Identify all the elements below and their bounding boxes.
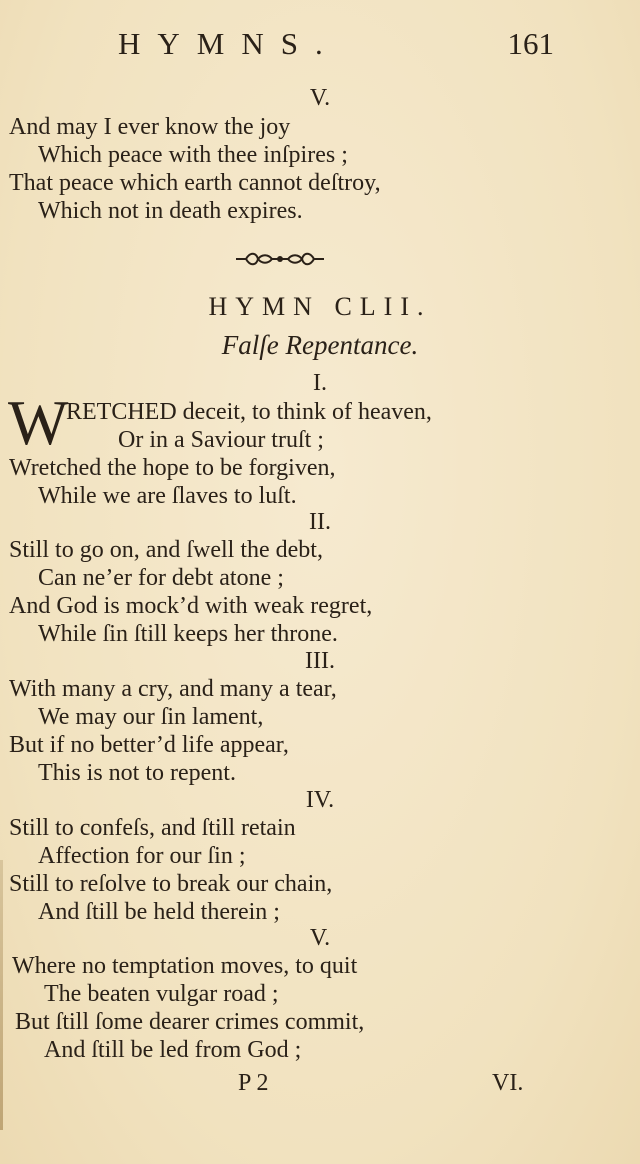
verse-line: Can ne’er for debt atone ;: [38, 565, 284, 591]
verse-line: And may I ever know the joy: [9, 114, 291, 140]
verse-line: This is not to repent.: [38, 760, 236, 786]
verse-line: Or in a Saviour truſt ;: [118, 427, 324, 453]
verse-line: RETCHED deceit, to think of heaven,: [66, 399, 432, 425]
catchword: VI.: [492, 1070, 524, 1096]
verse-line: We may our ſin lament,: [38, 704, 264, 730]
stanza-label: IV.: [305, 787, 335, 813]
drop-cap: W: [8, 387, 69, 458]
page-header: [0, 26, 640, 66]
page-number: 161: [507, 26, 554, 61]
verse-line: But if no better’d life appear,: [9, 732, 289, 758]
verse-line: Still to go on, and ſwell the debt,: [9, 537, 323, 563]
hymn-subtitle: Falſe Repentance.: [221, 330, 419, 360]
hymn-title: HYMN CLII.: [208, 292, 432, 321]
verse-line: That peace which earth cannot deſtroy,: [9, 170, 381, 196]
stanza-label: I.: [313, 370, 327, 396]
stanza-label: III.: [305, 648, 335, 674]
verse-line: The beaten vulgar road ;: [44, 981, 279, 1007]
fleuron-ornament-icon: [232, 248, 328, 270]
verse-line: Where no temptation moves, to quit: [12, 953, 358, 979]
verse-line: And ſtill be held therein ;: [38, 899, 280, 925]
page-edge: [0, 860, 3, 1130]
verse-line: Which peace with thee inſpires ;: [38, 142, 348, 168]
running-title: HYMNS.: [118, 26, 340, 61]
verse-line: Which not in death expires.: [38, 198, 303, 224]
stanza-label: II.: [309, 509, 331, 535]
signature-mark: P 2: [238, 1070, 269, 1096]
verse-line: And ſtill be led from God ;: [44, 1037, 302, 1063]
verse-line: While ſin ſtill keeps her throne.: [38, 621, 338, 647]
page-footer: [0, 1070, 640, 1102]
verse-line: Wretched the hope to be forgiven,: [9, 455, 336, 481]
verse-line: And God is mock’d with weak regret,: [9, 593, 373, 619]
stanza-label: V.: [309, 85, 331, 111]
stanza-label: V.: [309, 925, 331, 951]
verse-line: While we are ſlaves to luſt.: [38, 483, 297, 509]
verse-line: Still to confeſs, and ſtill retain: [9, 815, 296, 841]
verse-line: With many a cry, and many a tear,: [9, 676, 337, 702]
verse-line: Affection for our ſin ;: [38, 843, 246, 869]
verse-line: But ſtill ſome dearer crimes commit,: [15, 1009, 365, 1035]
verse-line: Still to reſolve to break our chain,: [9, 871, 333, 897]
